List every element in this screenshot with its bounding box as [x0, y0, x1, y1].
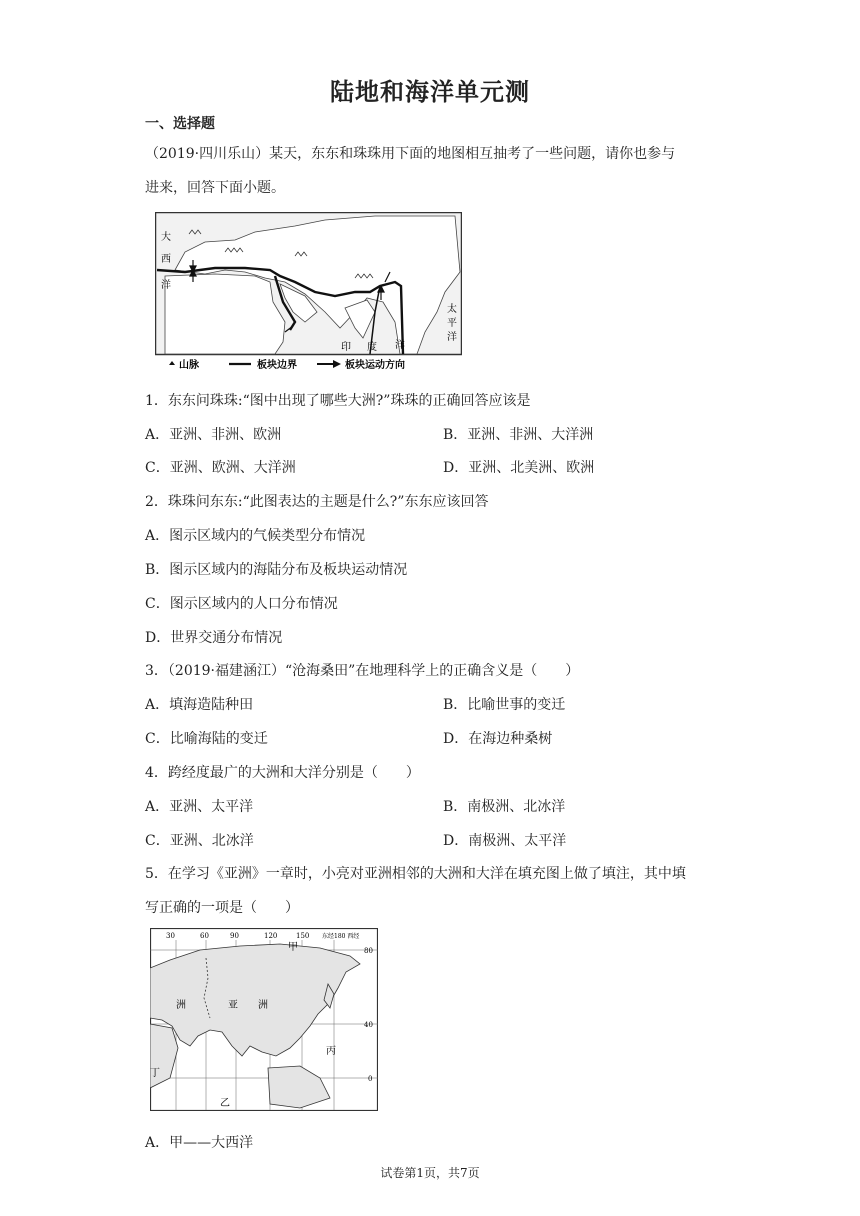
label-ya: 亚 — [228, 1000, 238, 1011]
q3-option-d[interactable]: D．在海边种桑树 — [443, 731, 553, 747]
q1-option-d[interactable]: D．亚洲、北美洲、欧洲 — [443, 460, 595, 476]
q3-option-c[interactable]: C．比喻海陆的变迁 — [145, 731, 268, 747]
question-4-stem: 4．跨经度最广的大洲和大洋分别是（ ） — [145, 765, 420, 781]
page-title: 陆地和海洋单元测 — [330, 78, 530, 106]
question-1-stem: 1．东东问珠珠:“图中出现了哪些大洲?”珠珠的正确回答应该是 — [145, 393, 531, 409]
question-5-stem-line-2: 写正确的一项是（ ） — [145, 900, 299, 916]
q4-option-c[interactable]: C．亚洲、北冰洋 — [145, 833, 254, 849]
q2-option-b[interactable]: B．图示区域内的海陆分布及板块运动情况 — [145, 562, 408, 578]
legend-plate-boundary: 板块边界 — [257, 360, 297, 370]
q4-option-d[interactable]: D．南极洲、太平洋 — [443, 833, 567, 849]
atlantic-label-2: 西 — [161, 254, 171, 265]
atlantic-label-3: 洋 — [161, 280, 171, 291]
lat-tick-80: 80 — [364, 947, 373, 955]
lon-tick-30: 30 — [166, 932, 175, 940]
intro-line-2: 进来，回答下面小题。 — [145, 180, 285, 196]
lat-tick-40: 40 — [364, 1021, 373, 1029]
lon-tick-120: 120 — [264, 932, 278, 940]
intro-line-1: （2019·四川乐山）某天，东东和珠珠用下面的地图相互抽考了一些问题，请你也参与 — [145, 146, 676, 162]
pacific-label-1: 太 — [447, 304, 457, 315]
legend-plate-motion: 板块运动方向 — [345, 360, 405, 370]
question-2-stem: 2．珠珠问东东:“此图表达的主题是什么?”东东应该回答 — [145, 494, 489, 510]
question-5-stem-line-1: 5．在学习《亚洲》一章时，小亮对亚洲相邻的大洲和大洋在填充图上做了填注，其中填 — [145, 866, 686, 882]
lon-tick-180: 东经180 西经 — [322, 933, 360, 940]
label-yi: 乙 — [220, 1098, 230, 1109]
q2-option-c[interactable]: C．图示区域内的人口分布情况 — [145, 596, 338, 612]
lon-tick-90: 90 — [230, 932, 239, 940]
section-heading: 一、选择题 — [145, 116, 215, 132]
q2-option-a[interactable]: A．图示区域内的气候类型分布情况 — [145, 528, 366, 544]
q1-option-c[interactable]: C．亚洲、欧洲、大洋洲 — [145, 460, 296, 476]
q1-option-b[interactable]: B．亚洲、非洲、大洋洲 — [443, 427, 594, 443]
mountain-legend-icon — [169, 361, 175, 365]
q1-option-a[interactable]: A．亚洲、非洲、欧洲 — [145, 427, 282, 443]
pacific-label-2: 平 — [447, 318, 457, 329]
q4-option-b[interactable]: B．南极洲、北冰洋 — [443, 799, 566, 815]
lon-tick-60: 60 — [200, 932, 209, 940]
q3-option-b[interactable]: B．比喻世事的变迁 — [443, 697, 566, 713]
label-ding: 丁 — [150, 1068, 160, 1079]
indian-label-1: 印 — [341, 342, 351, 353]
q5-option-a[interactable]: A．甲——大西洋 — [145, 1135, 254, 1151]
lat-tick-0: 0 — [368, 1075, 373, 1083]
q4-option-a[interactable]: A．亚洲、太平洋 — [145, 799, 254, 815]
map-legend — [169, 358, 405, 370]
arrow-legend-icon — [333, 360, 341, 368]
pacific-label-3: 洋 — [447, 332, 457, 343]
lon-tick-150: 150 — [296, 932, 310, 940]
q3-option-a[interactable]: A．填海造陆种田 — [145, 697, 254, 713]
label-jia: 甲 — [288, 942, 298, 953]
asia-map — [150, 928, 378, 1111]
page-footer: 试卷第1页，共7页 — [380, 1166, 480, 1180]
q2-option-d[interactable]: D．世界交通分布情况 — [145, 630, 283, 646]
indian-label-3: 洋 — [395, 340, 405, 351]
indian-label-2: 度 — [367, 342, 377, 353]
label-bing: 丙 — [326, 1046, 336, 1057]
legend-mountain: 山脉 — [179, 360, 199, 370]
atlantic-label-1: 大 — [161, 232, 171, 243]
plate-map — [155, 212, 462, 370]
africa-landmass — [165, 274, 285, 354]
label-zhou-left: 洲 — [176, 1000, 186, 1011]
question-3-stem: 3．（2019·福建涵江）“沧海桑田”在地理科学上的正确含义是（ ） — [145, 663, 580, 679]
label-zhou-right: 洲 — [258, 1000, 268, 1011]
